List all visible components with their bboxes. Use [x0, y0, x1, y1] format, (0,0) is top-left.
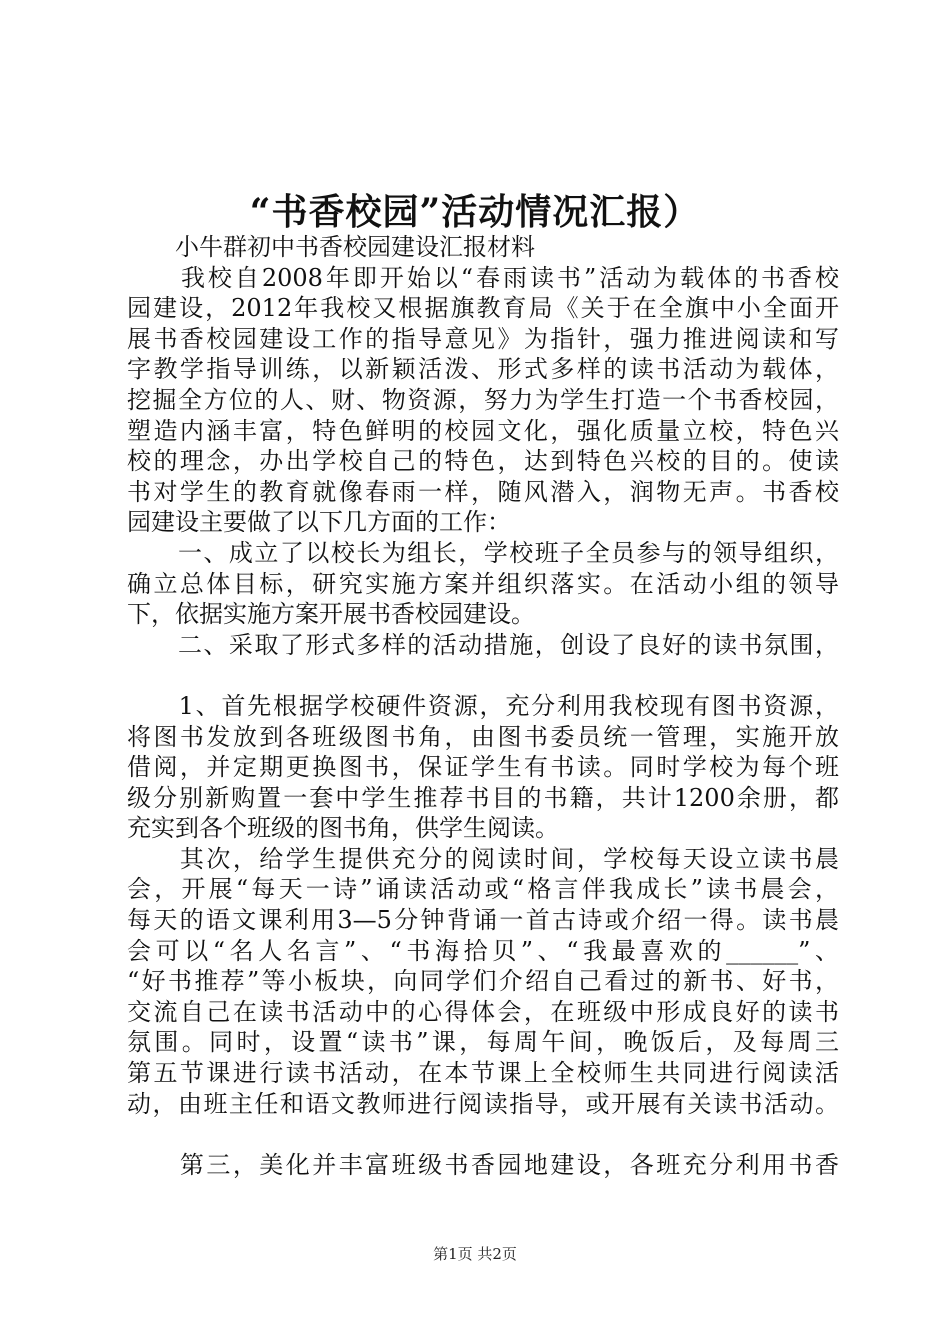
- paragraph-line: 会可以“名人名言”、“书海拾贝”、“我最喜欢的______”、: [127, 936, 839, 965]
- paragraph-line: 字教学指导训练，以新颖活泼、形式多样的读书活动为载体，: [127, 355, 839, 384]
- paragraph-line: 书对学生的教育就像春雨一样，随风潜入，润物无声。书香校: [127, 477, 839, 506]
- paragraph-line: 1、首先根据学校硬件资源，充分利用我校现有图书资源，: [127, 691, 839, 720]
- paragraph-line: 校的理念，办出学校自己的特色，达到特色兴校的目的。使读: [127, 447, 839, 476]
- paragraph-line: 第三，美化并丰富班级书香园地建设，各班充分利用书香: [127, 1150, 839, 1179]
- paragraph-line: 其次，给学生提供充分的阅读时间，学校每天设立读书晨: [127, 844, 839, 873]
- document-body: [127, 232, 839, 1180]
- paragraph-line: 展书香校园建设工作的指导意见》为指针，强力推进阅读和写: [127, 324, 839, 353]
- paragraph-line: 确立总体目标，研究实施方案并组织落实。在活动小组的领导: [127, 569, 839, 598]
- paragraph-line: 我校自2008年即开始以“春雨读书”活动为载体的书香校: [127, 263, 839, 292]
- paragraph-line: 充实到各个班级的图书角，供学生阅读。: [127, 814, 559, 843]
- paragraph-line: 交流自己在读书活动中的心得体会，在班级中形成良好的读书: [127, 997, 839, 1026]
- blank-line: [127, 1119, 839, 1150]
- document-title: “书香校园”活动情况汇报）: [249, 191, 701, 233]
- paragraph-line: 会，开展“每天一诗”诵读活动或“格言伴我成长”读书晨会，: [127, 875, 839, 904]
- blank-line: [127, 660, 839, 691]
- paragraph-line: 每天的语文课利用3—5分钟背诵一首古诗或介绍一得。读书晨: [127, 906, 839, 935]
- paragraph-line: 下，依据实施方案开展书香校园建设。: [127, 600, 535, 629]
- page-footer: 第1页 共2页: [433, 1245, 517, 1263]
- paragraph-line: 动，由班主任和语文教师进行阅读指导，或开展有关读书活动。: [127, 1089, 839, 1118]
- paragraph-line: 级分别新购置一套中学生推荐书目的书籍，共计1200余册，都: [127, 783, 839, 812]
- paragraph-line: 氛围。同时，设置“读书”课，每周午间，晚饭后，及每周三: [127, 1028, 839, 1057]
- paragraph-line: 塑造内涵丰富，特色鲜明的校园文化，强化质量立校，特色兴: [127, 416, 839, 445]
- paragraph-line: 园建设，2012年我校又根据旗教育局《关于在全旗中小全面开: [127, 294, 839, 323]
- paragraph-line: 园建设主要做了以下几方面的工作：: [127, 508, 511, 537]
- paragraph-line: 第五节课进行读书活动，在本节课上全校师生共同进行阅读活: [127, 1059, 839, 1088]
- subtitle-line: 小牛群初中书香校园建设汇报材料: [127, 233, 535, 261]
- paragraph-line: 一、成立了以校长为组长，学校班子全员参与的领导组织，: [127, 538, 839, 567]
- paragraph-line: 借阅，并定期更换图书，保证学生有书读。同时学校为每个班: [127, 753, 839, 782]
- paragraph-line: 将图书发放到各班级图书角，由图书委员统一管理，实施开放: [127, 722, 839, 751]
- paragraph-line: “好书推荐”等小板块，向同学们介绍自己看过的新书、好书，: [127, 967, 839, 996]
- paragraph-line: 挖掘全方位的人、财、物资源，努力为学生打造一个书香校园，: [127, 385, 839, 414]
- paragraph-line: 二、采取了形式多样的活动措施，创设了良好的读书氛围，: [127, 630, 839, 659]
